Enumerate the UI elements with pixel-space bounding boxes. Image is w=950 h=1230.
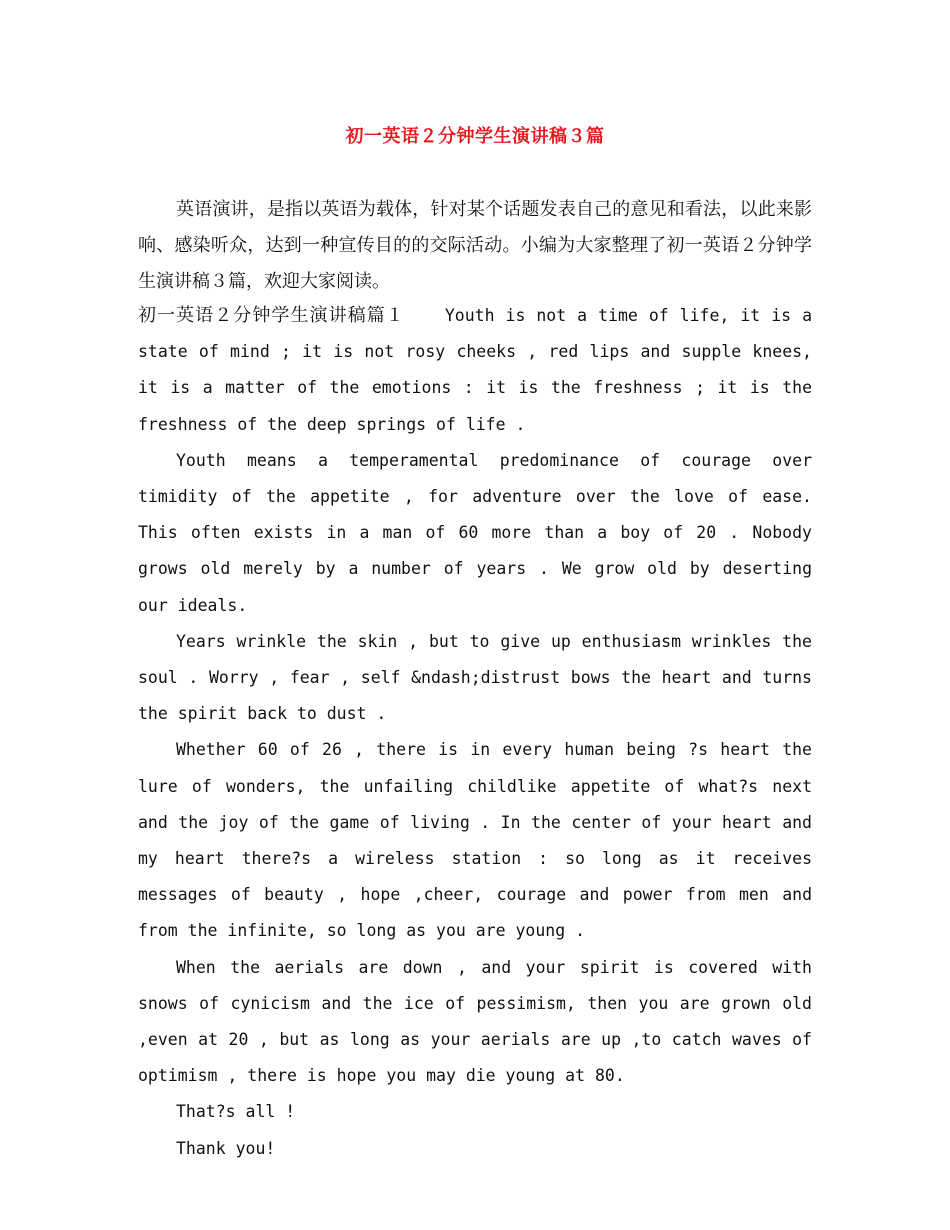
paragraph-1 <box>138 298 812 443</box>
paragraph-7: Thank you! <box>176 1138 276 1158</box>
paragraph-3: Years wrinkle the skin , but to give up enthusiasm wrinkles the soul . Worry , fear , self &ndash;distrust bows the heart and turns the spirit back to dust . <box>138 631 812 724</box>
document-body <box>138 192 812 1167</box>
paragraph-4: Whether 60 of 26 , there is in every human being ?s heart the lure of wonders, the unfailing childlike appetite of what?s next and the joy of the game of living . In the center of your heart and my heart there?s a wireless station : so long as it receives messages of beauty , hope ,cheer, courage and power from men and from the infinite, so long as you are young . <box>138 740 812 941</box>
paragraph-1-text: Youth is not a time of life, it is a state of mind ; it is not rosy cheeks , red lips and supple knees, it is a matter of the emotions : it is the freshness ; it is the freshness of the deep springs of life . <box>138 306 813 434</box>
paragraph-5: When the aerials are down , and your spirit is covered with snows of cynicism and the ice of pessimism, then you are grown old ,even at 20 , but as long as your aerials are up ,to catch waves of optimism , there is hope you may die young at 80. <box>138 957 812 1086</box>
page-title: 初一英语２分钟学生演讲稿３篇 <box>345 126 605 147</box>
paragraph-2: Youth means a temperamental predominance of courage over timidity of the appetite , for adventure over the love of ease. This often exists in a man of 60 more than a boy of 20 . Nobody grows old merely by a number of years . We grow old by deserting our ideals. <box>138 450 812 615</box>
section-heading: 初一英语２分钟学生演讲稿篇１ <box>138 305 405 326</box>
intro-paragraph: 英语演讲，是指以英语为载体，针对某个话题发表自己的意见和看法，以此来影响、感染听众，达到一种宣传目的的交际活动。小编为大家整理了初一英语２分钟学生演讲稿３篇，欢迎大家阅读。 <box>138 199 812 292</box>
paragraph-6: That?s all ! <box>176 1102 296 1122</box>
